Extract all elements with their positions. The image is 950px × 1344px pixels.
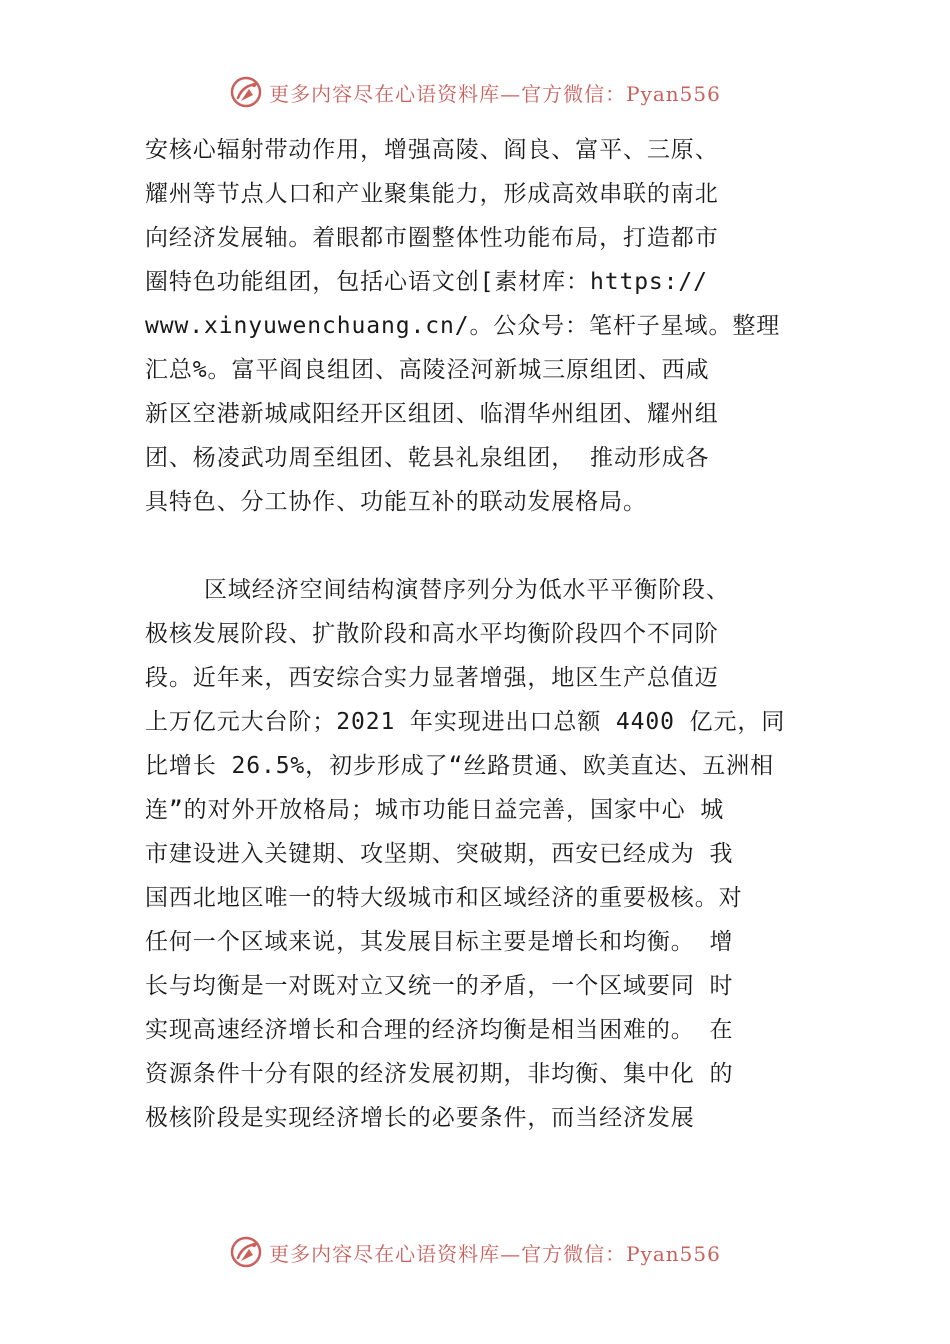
text-line: 新区空港新城咸阳经开区组团、临渭华州组团、耀州组 [145,401,719,427]
text-line: 团、杨凌武功周至组团、乾县礼泉组团， 推动形成各 [145,445,710,471]
brand-logo-icon [229,75,263,109]
text-line: 极核发展阶段、扩散阶段和高水平均衡阶段四个不同阶 [145,621,719,647]
paragraph-1 [145,128,817,524]
text-line: 向经济发展轴。着眼都市圈整体性功能布局，打造都市 [145,225,719,251]
document-body [145,128,817,1140]
text-line: 连”的对外开放格局；城市功能日益完善，国家中心 城 [145,797,725,823]
header-banner-text: 更多内容尽在心语资料库—官方微信：Pyan556 [269,81,721,106]
text-line: 具特色、分工协作、功能互补的联动发展格局。 [145,489,647,515]
text-line: 任何一个区域来说，其发展目标主要是增长和均衡。 增 [145,929,734,955]
text-line: 耀州等节点人口和产业聚集能力，形成高效串联的南北 [145,181,719,207]
text-line: 资源条件十分有限的经济发展初期，非均衡、集中化 的 [145,1061,734,1087]
footer-banner-text: 更多内容尽在心语资料库—官方微信：Pyan556 [269,1241,721,1266]
text-line: 段。近年来，西安综合实力显著增强，地区生产总值迈 [145,665,719,691]
text-line: 圈特色功能组团，包括心语文创[素材库：https:// [145,269,708,295]
footer-banner [0,1230,950,1274]
text-line: www.xinyuwenchuang.cn/。公众号：笔杆子星域。整理 [145,313,781,339]
text-line: 安核心辐射带动作用，增强高陵、阎良、富平、三原、 [145,137,719,163]
text-line: 上万亿元大台阶；2021 年实现进出口总额 4400 亿元，同 [145,709,786,735]
text-line: 汇总%。富平阎良组团、高陵泾河新城三原组团、西咸 [145,357,710,383]
text-line: 市建设进入关键期、攻坚期、突破期，西安已经成为 我 [145,841,734,867]
text-line: 极核阶段是实现经济增长的必要条件，而当经济发展 [145,1105,695,1131]
text-line: 国西北地区唯一的特大级城市和区域经济的重要极核。对 [145,885,743,911]
text-line: 实现高速经济增长和合理的经济均衡是相当困难的。 在 [145,1017,734,1043]
text-line: 区域经济空间结构演替序列分为低水平平衡阶段、 [145,577,730,603]
paragraph-2 [145,568,817,1140]
brand-logo-icon [229,1235,263,1269]
paragraph-gap [145,524,817,568]
header-banner [0,70,950,114]
text-line: 比增长 26.5%，初步形成了“丝路贯通、欧美直达、五洲相 [145,753,775,779]
text-line: 长与均衡是一对既对立又统一的矛盾，一个区域要同 时 [145,973,734,999]
